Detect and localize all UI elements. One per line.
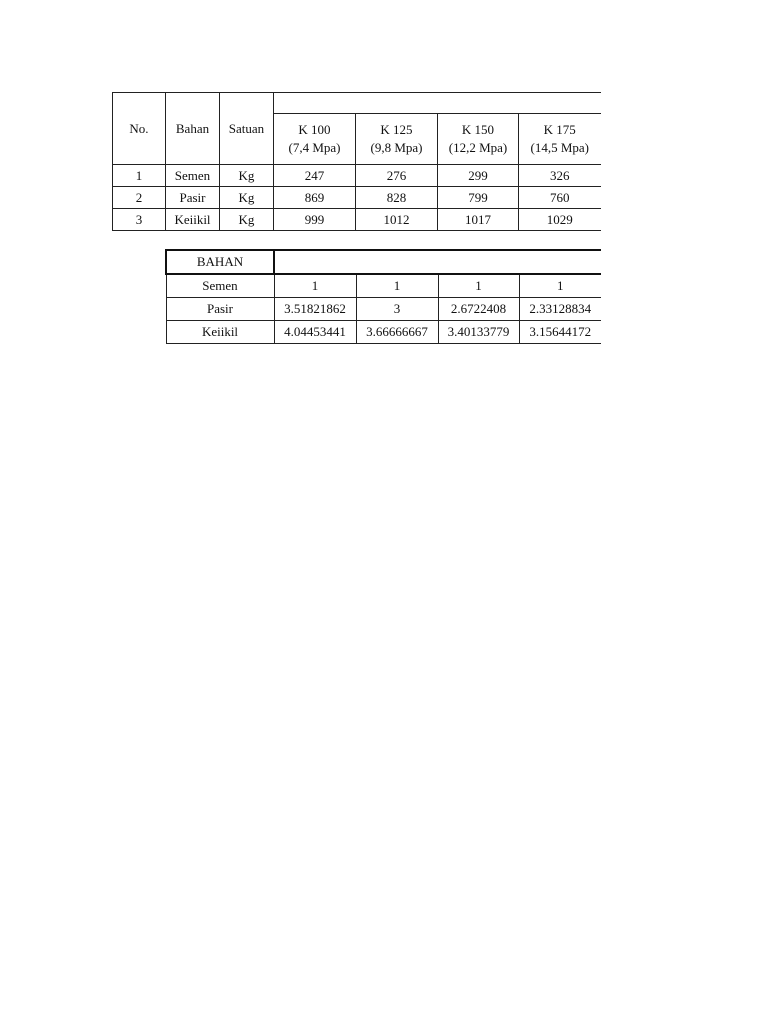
cell-value: 999 [274, 209, 356, 231]
table-row [113, 209, 601, 231]
cell-no: 2 [113, 187, 166, 209]
header-satuan: Satuan [220, 93, 274, 165]
table-row [113, 165, 601, 187]
cell-value: 3.40133779 [438, 321, 519, 344]
cell-value: 3.66666667 [356, 321, 438, 344]
cell-value: 1 [356, 274, 438, 298]
grade-code: K 125 [380, 122, 413, 137]
cell-value: 760 [519, 187, 601, 209]
cell-value: 1029 [519, 209, 601, 231]
header-grade-group [274, 93, 601, 114]
grade-strength: (14,5 Mpa) [530, 140, 589, 155]
cell-value: 869 [274, 187, 356, 209]
cell-value: 247 [274, 165, 356, 187]
grade-strength: (9,8 Mpa) [370, 140, 423, 155]
header-ratio-group [274, 250, 601, 274]
table-row [166, 298, 601, 321]
material-requirement-table [112, 92, 601, 231]
cell-satuan: Kg [220, 165, 274, 187]
header-grade-k100 [274, 114, 356, 165]
cell-value: 1 [519, 274, 601, 298]
header-bahan: BAHAN [166, 250, 274, 274]
cell-value: 3.15644172 [519, 321, 601, 344]
header-bahan: Bahan [166, 93, 220, 165]
cell-value: 276 [356, 165, 438, 187]
cell-bahan: Pasir [166, 298, 274, 321]
cell-value: 4.04453441 [274, 321, 356, 344]
cell-value: 299 [438, 165, 519, 187]
mix-ratio-table [165, 249, 601, 344]
cell-bahan: Pasir [166, 187, 220, 209]
header-grade-k150 [438, 114, 519, 165]
table-row [166, 321, 601, 344]
cell-value: 2.33128834 [519, 298, 601, 321]
header-no: No. [113, 93, 166, 165]
grade-code: K 175 [543, 122, 576, 137]
cell-value: 3 [356, 298, 438, 321]
header-grade-k125 [356, 114, 438, 165]
cell-value: 1 [438, 274, 519, 298]
cell-value: 799 [438, 187, 519, 209]
cell-bahan: Semen [166, 165, 220, 187]
grade-strength: (7,4 Mpa) [288, 140, 341, 155]
cell-bahan: Keiikil [166, 209, 220, 231]
cell-value: 1 [274, 274, 356, 298]
cell-satuan: Kg [220, 209, 274, 231]
cell-value: 1017 [438, 209, 519, 231]
cell-no: 1 [113, 165, 166, 187]
cell-value: 2.6722408 [438, 298, 519, 321]
cell-value: 1012 [356, 209, 438, 231]
grade-strength: (12,2 Mpa) [448, 140, 508, 155]
grade-code: K 150 [461, 122, 495, 137]
cell-bahan: Semen [166, 274, 274, 298]
header-grade-k175 [519, 114, 601, 165]
cell-value: 828 [356, 187, 438, 209]
cell-satuan: Kg [220, 187, 274, 209]
cell-bahan: Keiikil [166, 321, 274, 344]
cell-value: 3.51821862 [274, 298, 356, 321]
grade-code: K 100 [298, 122, 331, 137]
table-row [166, 274, 601, 298]
cell-value: 326 [519, 165, 601, 187]
cell-no: 3 [113, 209, 166, 231]
table-row [113, 187, 601, 209]
